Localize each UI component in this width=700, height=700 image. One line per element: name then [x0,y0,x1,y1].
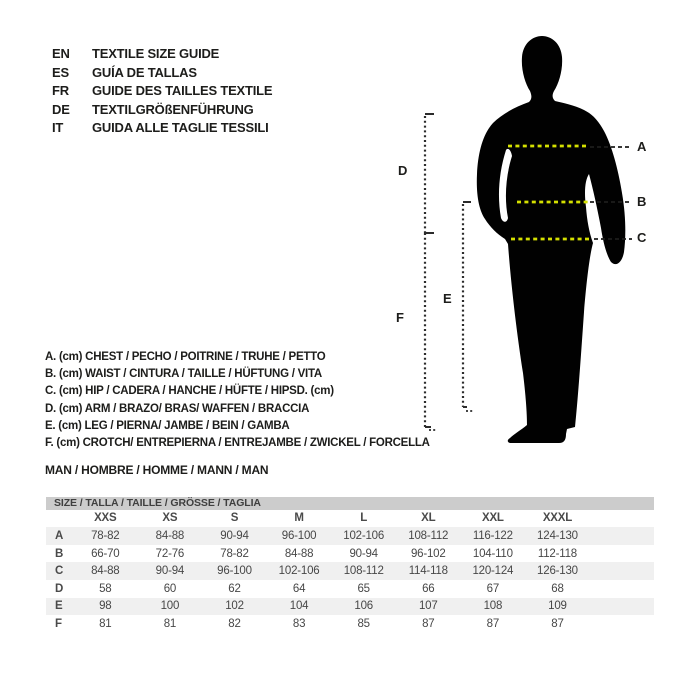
size-value-cell: 68 [551,582,564,595]
size-column-header: XXXL [542,512,573,525]
measurement-legend [45,349,430,452]
crotch-marker-label: F [396,310,404,325]
leg-marker-label: E [443,291,452,306]
size-table-title-row [46,497,654,510]
size-table-filler-cell [590,527,654,545]
size-value-cell: 84-88 [155,529,185,542]
size-value-cell: 64 [292,582,306,595]
legend-item: E. (cm) LEG / PIERNA/ JAMBE / BEIN / GAMBA [45,419,290,432]
size-column-header: S [230,512,239,525]
size-value-cell: 66-70 [91,547,120,560]
row-letter-cell: F [55,617,62,630]
size-value-cell: 108-112 [408,529,449,542]
language-row [52,45,272,64]
size-value-cell: 90-94 [155,565,185,578]
row-letter-cell: D [55,582,64,595]
language-title: GUIDE DES TAILLES TEXTILE [92,83,273,99]
size-column-header: XXL [481,512,504,525]
size-value-cell: 72-76 [155,547,185,560]
size-table-body [46,527,654,633]
size-value-cell: 104 [289,600,309,613]
size-value-cell: 58 [99,582,112,595]
size-table [46,497,654,633]
size-value-cell: 96-100 [281,529,317,542]
waist-marker-label: B [637,194,647,209]
language-title: TEXTILE SIZE GUIDE [92,46,220,61]
size-table-row [46,545,654,563]
size-value-cell: 84-88 [91,565,120,578]
size-value-cell: 87 [422,617,435,630]
chest-marker-label: A [637,139,647,154]
size-value-cell: 126-130 [537,565,578,578]
category-line: MAN / HOMBRE / HOMME / MANN / MAN [45,463,269,477]
size-value-cell: 65 [357,582,370,595]
size-value-cell: 107 [418,600,438,613]
size-value-cell: 83 [292,617,306,630]
size-value-cell: 98 [99,600,112,613]
size-value-cell: 87 [551,617,564,630]
size-column-header: XS [162,512,178,525]
size-value-cell: 102-106 [278,565,320,578]
size-value-cell: 108 [483,600,503,613]
size-value-cell: 90-94 [220,529,249,542]
size-value-cell: 81 [99,617,112,630]
size-table-filler-cell [590,562,654,580]
size-value-cell: 116-122 [472,529,513,542]
size-column-header: L [360,512,368,525]
size-table-header-row [46,510,654,528]
size-table-filler-cell [590,598,654,616]
size-value-cell: 66 [422,582,435,595]
size-value-cell: 87 [486,617,500,630]
language-row [52,64,272,83]
size-table-title: SIZE / TALLA / TAILLE / GRÖSSE / TAGLIA [54,497,261,510]
size-value-cell: 106 [354,600,373,613]
language-code: FR [52,83,69,99]
size-column-header: M [294,512,304,525]
measure-ticks [425,114,471,427]
size-value-cell: 62 [228,582,241,595]
size-table-row [46,598,654,616]
size-value-cell: 109 [548,600,567,613]
size-column-header: XXS [94,512,117,525]
row-letter-cell: B [55,547,64,560]
size-table-row [46,580,654,598]
language-code: ES [52,64,69,80]
size-value-cell: 102-106 [343,529,385,542]
size-table-row [46,527,654,545]
size-value-cell: 102 [225,600,244,613]
row-letter-cell: E [55,600,63,613]
size-table-filler-cell [590,545,654,563]
size-value-cell: 81 [163,617,177,630]
size-table-row [46,615,654,633]
legend-item: D. (cm) ARM / BRAZO/ BRAS/ WAFFEN / BRACCIA [45,402,310,415]
size-value-cell: 108-112 [343,565,384,578]
legend-item: F. (cm) CROTCH/ ENTREPIERNA / ENTREJAMBE / ZWICKEL / FORCELLA [45,436,430,449]
size-value-cell: 78-82 [220,547,249,560]
size-value-cell: 96-100 [217,565,252,578]
measure-tick-tails [429,411,474,430]
size-table-filler-cell [590,615,654,633]
size-value-cell: 82 [228,617,241,630]
size-value-cell: 78-82 [91,529,120,542]
size-table-corner-cell [46,510,73,528]
size-value-cell: 67 [486,582,500,595]
size-value-cell: 100 [160,600,180,613]
language-code: DE [52,101,70,117]
size-table-filler-cell [590,510,654,528]
legend-item: C. (cm) HIP / CADERA / HANCHE / HÜFTE / HIPSD. (cm) [45,385,334,398]
legend-item: A. (cm) CHEST / PECHO / POITRINE / TRUHE / PETTO [45,351,326,363]
size-value-cell: 104-110 [472,547,513,560]
size-value-cell: 124-130 [537,529,578,542]
size-table-filler-cell [590,580,654,598]
language-code: EN [52,46,70,61]
language-title: GUIDA ALLE TAGLIE TESSILI [92,120,269,136]
row-letter-cell: C [55,565,64,578]
size-guide-figure [390,20,700,470]
size-value-cell: 85 [357,617,370,630]
size-value-cell: 120-124 [472,565,514,578]
language-row [52,119,272,138]
size-value-cell: 60 [163,582,177,595]
arm-marker-label: D [398,163,408,178]
language-title: GUÍA DE TALLAS [92,64,197,80]
size-table-row [46,562,654,580]
size-value-cell: 112-118 [537,547,577,560]
language-code: IT [52,120,64,136]
size-value-cell: 114-118 [408,565,448,578]
hip-marker-label: C [637,230,647,245]
size-value-cell: 90-94 [349,547,378,560]
size-value-cell: 84-88 [284,547,314,560]
language-title: TEXTILGRÖßENFÜHRUNG [92,101,254,117]
legend-item: B. (cm) WAIST / CINTURA / TAILLE / HÜFTUNG / VITA [45,368,322,381]
language-list [52,45,272,138]
row-letter-cell: A [55,529,64,542]
language-row [52,101,272,120]
language-row [52,82,272,101]
size-value-cell: 96-102 [410,547,446,560]
size-column-header: XL [421,512,436,525]
